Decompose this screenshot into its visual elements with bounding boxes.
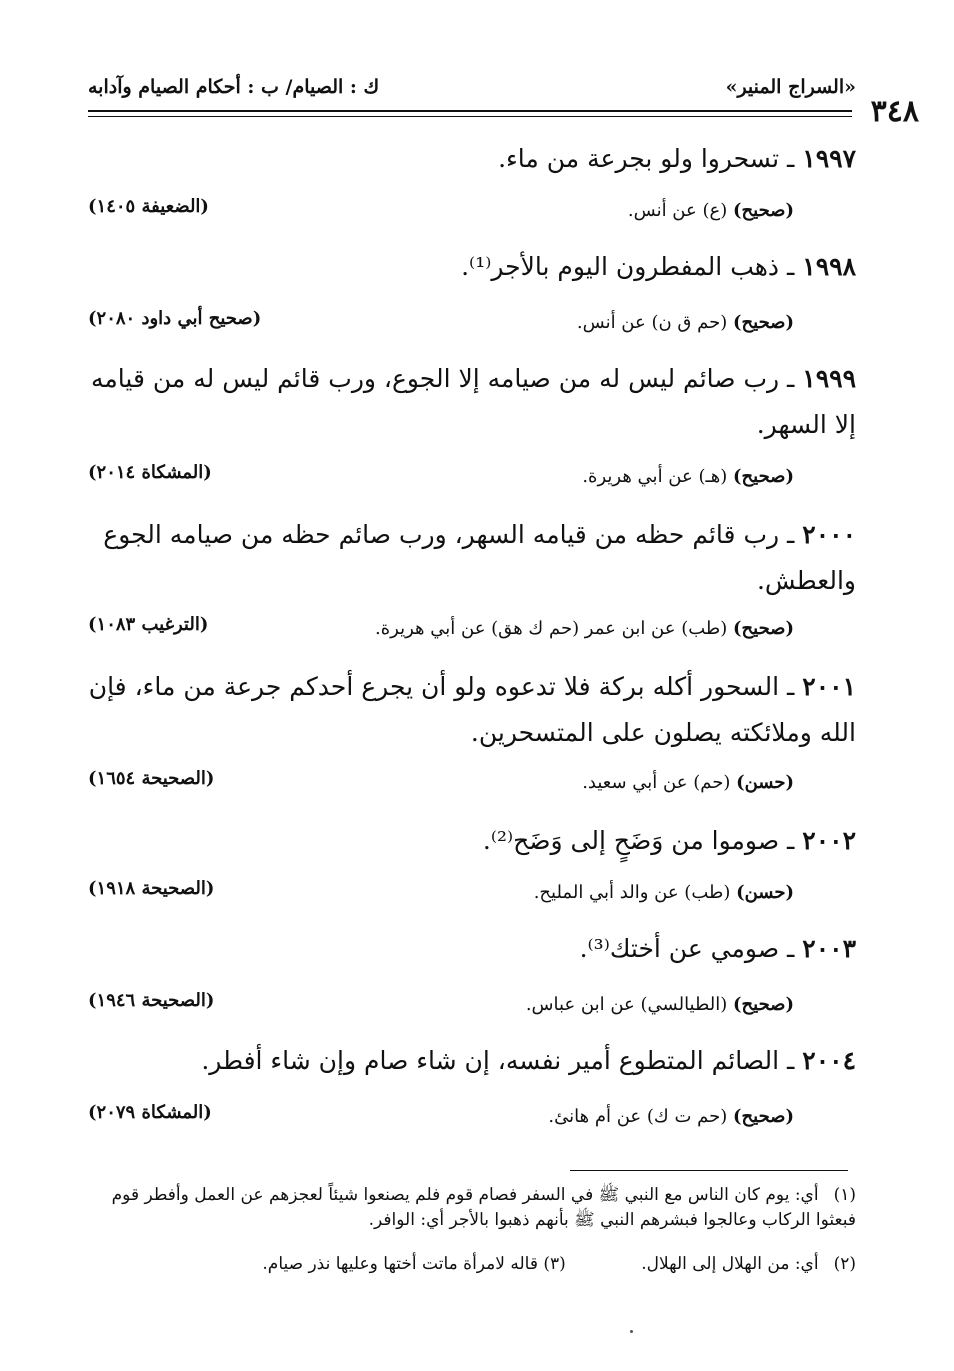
hadith-reference: (المشكاة ٢٠٧٩) [88, 1102, 212, 1123]
hadith-grade-line [548, 1106, 794, 1127]
book-title: «السراج المنير» [725, 76, 856, 98]
hadith-2001: ٢٠٠١ ـ السحور أكله بركة فلا تدعوه ولو أن يجرع أحدكم جرعة من ماء، فإن الله وملائكته يصلون على المتسحرين. [88, 672, 856, 747]
hadith-text: رب قائم حظه من قيامه السهر، ورب صائم حظه من صيامه الجوع والعطش. [103, 520, 856, 595]
page-number: ٣٤٨ [870, 94, 919, 129]
hadith-number: ٢٠٠٢ [802, 826, 856, 855]
hadith-number: ١٩٩٧ [802, 144, 856, 173]
hadith-text: الصائم المتطوع أمير نفسه، إن شاء صام وإن شاء أفطر. [201, 1046, 780, 1075]
hadith-grade: (صحيح) [733, 312, 794, 333]
footnote-2-3 [86, 1252, 856, 1277]
hadith-grade: (صحيح) [733, 200, 794, 221]
footnote-number: (٣) [543, 1254, 566, 1274]
hadith-grade: (صحيح) [733, 1106, 794, 1127]
hadith-source: (هـ) عن أبي هريرة. [582, 466, 728, 487]
hadith-grade-line [582, 772, 794, 793]
hadith-number: ١٩٩٨ [802, 252, 856, 281]
hadith-source: (ع) عن أنس. [627, 200, 728, 221]
chapter-title: ك : الصيام/ ب : أحكام الصيام وآدابه [88, 76, 380, 98]
hadith-1997: ١٩٩٧ ـ تسحروا ولو بجرعة من ماء. [498, 144, 856, 173]
footnote-number: (٢) [833, 1254, 856, 1274]
hadith-source: (حم ق ن) عن أنس. [576, 312, 728, 333]
hadith-number: ٢٠٠٠ [802, 520, 856, 549]
hadith-grade: (صحيح) [733, 466, 794, 487]
hadith-source: (حم) عن أبي سعيد. [582, 772, 731, 793]
hadith-source: (طب) عن ابن عمر (حم ك هق) عن أبي هريرة. [375, 618, 728, 639]
footnote-number: (١) [833, 1185, 856, 1205]
hadith-grade: (صحيح) [733, 618, 794, 639]
header-rule-thin [88, 116, 852, 117]
hadith-number: ٢٠٠٤ [802, 1046, 856, 1075]
footnote-3 [262, 1254, 565, 1274]
hadith-grade-line [577, 312, 794, 333]
hadith-source: (الطيالسي) عن ابن عباس. [525, 994, 728, 1015]
hadith-number: ٢٠٠٣ [802, 934, 856, 963]
hadith-reference: (الصحيحة ١٦٥٤) [88, 768, 215, 789]
hadith-number: ١٩٩٩ [802, 364, 856, 393]
hadith-2003: ٢٠٠٣ ـ صومي عن أختك⁽³⁾. [579, 934, 856, 963]
footnote-text: أي: يوم كان الناس مع النبي ﷺ في السفر فصام قوم فلم يصنعوا شيئاً لعجزهم عن العمل وأفطر قوم فبعثوا الركاب وعالجوا فبشرهم النبي ﷺ بأنهم ذهبوا بالأجر أي: الوافر. [111, 1185, 856, 1230]
hadith-grade-line [628, 200, 794, 221]
hadith-reference: (الترغيب ١٠٨٣) [88, 614, 209, 635]
hadith-1999: ١٩٩٩ ـ رب صائم ليس له من صيامه إلا الجوع، ورب قائم ليس له من قيامه إلا السهر. [91, 364, 856, 439]
hadith-text: صوموا من وَضَحٍ إلى وَضَح⁽²⁾. [482, 826, 780, 855]
footnote-text: أي: من الهلال إلى الهلال. [641, 1254, 819, 1274]
footnote-text: قاله لامرأة ماتت أختها وعليها نذر صيام. [262, 1254, 538, 1274]
hadith-number: ٢٠٠١ [802, 672, 856, 701]
hadith-text: رب صائم ليس له من صيامه إلا الجوع، ورب قائم ليس له من قيامه إلا السهر. [91, 364, 856, 439]
hadith-text: صومي عن أختك⁽³⁾. [579, 934, 780, 963]
hadith-grade-line [582, 466, 794, 487]
hadith-text: تسحروا ولو بجرعة من ماء. [498, 144, 780, 173]
hadith-reference: (الصحيحة ١٩٤٦) [88, 990, 215, 1011]
hadith-grade-line [375, 618, 794, 639]
hadith-1998: ١٩٩٨ ـ ذهب المفطرون اليوم بالأجر⁽¹⁾. [461, 252, 856, 281]
hadith-grade-line [526, 994, 794, 1015]
print-speck [630, 1330, 633, 1333]
header-rule [88, 110, 852, 112]
hadith-2004: ٢٠٠٤ ـ الصائم المتطوع أمير نفسه، إن شاء صام وإن شاء أفطر. [201, 1046, 856, 1075]
hadith-text: ذهب المفطرون اليوم بالأجر⁽¹⁾. [461, 252, 780, 281]
hadith-reference: (الضعيفة ١٤٠٥) [88, 196, 209, 217]
hadith-grade: (صحيح) [733, 994, 794, 1015]
hadith-reference: (الصحيحة ١٩١٨) [88, 878, 215, 899]
hadith-2002: ٢٠٠٢ ـ صوموا من وَضَحٍ إلى وَضَح⁽²⁾. [482, 826, 856, 855]
hadith-grade: (حسن) [736, 882, 794, 903]
hadith-grade-line [534, 882, 794, 903]
hadith-2000: ٢٠٠٠ ـ رب قائم حظه من قيامه السهر، ورب صائم حظه من صيامه الجوع والعطش. [103, 520, 856, 595]
hadith-grade: (حسن) [736, 772, 794, 793]
hadith-text: السحور أكله بركة فلا تدعوه ولو أن يجرع أحدكم جرعة من ماء، فإن الله وملائكته يصلون على المتسحرين. [88, 672, 856, 747]
hadith-source: (حم ت ك) عن أم هانئ. [548, 1106, 728, 1127]
hadith-source: (طب) عن والد أبي المليح. [533, 882, 731, 903]
footnote-1 [86, 1183, 856, 1233]
hadith-reference: (المشكاة ٢٠١٤) [88, 462, 212, 483]
hadith-reference: (صحيح أبي داود ٢٠٨٠) [88, 308, 262, 329]
footnote-separator [570, 1170, 848, 1171]
